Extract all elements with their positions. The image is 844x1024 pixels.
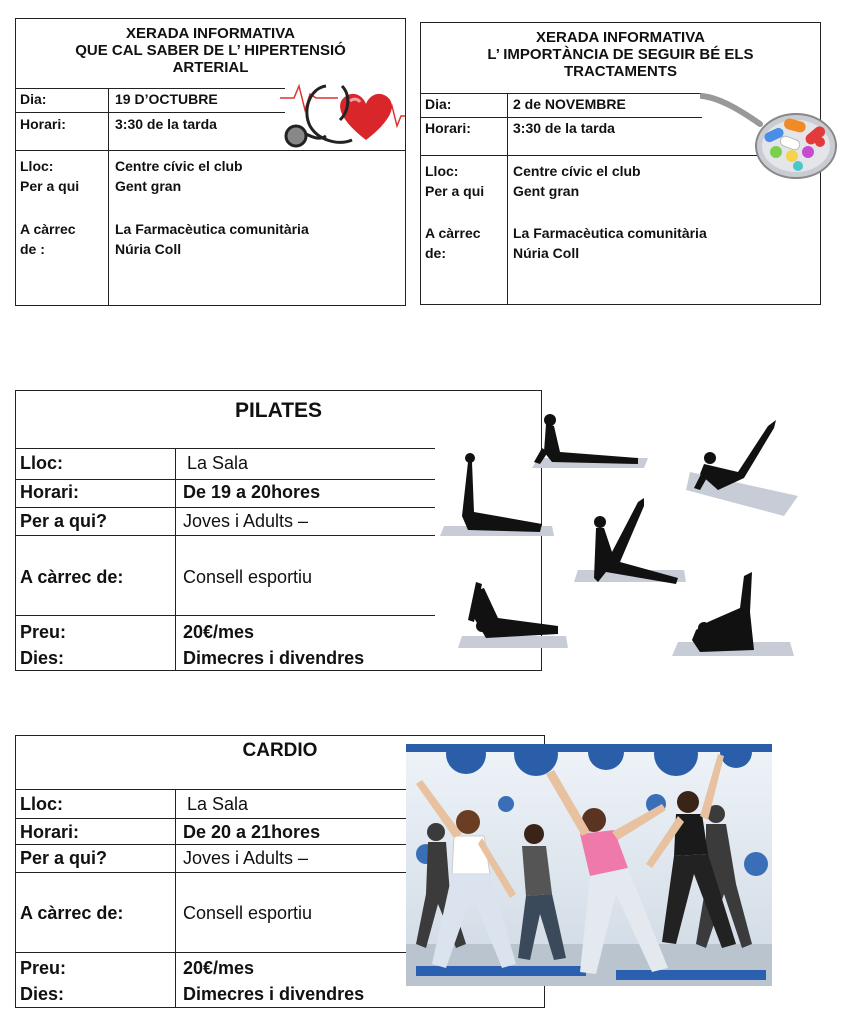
pilates-horari-value: De 19 a 20hores	[183, 482, 321, 502]
pilates-title: PILATES	[234, 399, 323, 422]
pilates-preu-label: Preu:	[20, 622, 67, 642]
cardio-lloc-label: Lloc:	[20, 794, 63, 814]
fitness-class-photo-icon	[406, 744, 772, 986]
heart-stethoscope-icon	[280, 76, 405, 158]
xerada2-lloc-value: Centre cívic el club Gent gran	[513, 163, 641, 199]
cardio-carrec-label: A càrrec de:	[20, 903, 124, 923]
cardio-title: CARDIO	[242, 740, 318, 761]
pilates-perqui-value: Joves i Adults –	[183, 511, 309, 531]
xerada2-title: XERADA INFORMATIVA L’ IMPORTÀNCIA DE SEGUIR BÉ ELS TRACTAMENTS	[487, 29, 754, 80]
pilates-perqui-label: Per a qui?	[20, 511, 108, 531]
pills-spoon-icon	[700, 90, 838, 182]
cardio-horari-value: De 20 a 21hores	[183, 822, 321, 842]
xerada1-lloc-value: Centre cívic el club Gent gran	[115, 158, 243, 194]
xerada2-dia-value: 2 de NOVEMBRE	[513, 96, 626, 112]
cardio-perqui-label: Per a qui?	[20, 848, 108, 868]
xerada1-carrec-label: A càrrec de :	[20, 221, 76, 257]
xerada2-dia-label: Dia:	[425, 96, 452, 112]
cardio-dies-label: Dies:	[20, 984, 65, 1004]
xerada1-title: XERADA INFORMATIVA QUE CAL SABER DE L’ HIPERTENSIÓ ARTERIAL	[75, 25, 346, 76]
cardio-perqui-value: Joves i Adults –	[183, 848, 309, 868]
pilates-poses-icon	[438, 412, 806, 666]
xerada1-lloc-label: Lloc: Per a qui	[20, 158, 80, 194]
xerada2-horari-value: 3:30 de la tarda	[513, 120, 615, 136]
pilates-carrec-value: Consell esportiu	[183, 567, 313, 587]
cardio-preu-label: Preu:	[20, 958, 67, 978]
xerada1-dia-label: Dia:	[20, 91, 47, 107]
xerada1-horari-value: 3:30 de la tarda	[115, 116, 217, 132]
cardio-preu-value: 20€/mes	[183, 958, 255, 978]
pilates-horari-label: Horari:	[20, 482, 80, 502]
xerada1-dia-value: 19 D’OCTUBRE	[115, 91, 218, 107]
cardio-horari-label: Horari:	[20, 822, 80, 842]
pilates-preu-value: 20€/mes	[183, 622, 255, 642]
cardio-carrec-value: Consell esportiu	[183, 903, 313, 923]
pilates-lloc-value: La Sala	[187, 453, 249, 473]
xerada2-carrec-value: La Farmacèutica comunitària Núria Coll	[513, 225, 707, 261]
pilates-lloc-label: Lloc:	[20, 453, 63, 473]
xerada2-carrec-label: A càrrec de:	[425, 225, 481, 261]
xerada2-lloc-label: Lloc: Per a qui	[425, 163, 485, 199]
pilates-dies-label: Dies:	[20, 648, 65, 668]
cardio-lloc-value: La Sala	[187, 794, 249, 814]
pilates-carrec-label: A càrrec de:	[20, 567, 124, 587]
pilates-dies-value: Dimecres i divendres	[183, 648, 365, 668]
xerada2-horari-label: Horari:	[425, 120, 471, 136]
cardio-dies-value: Dimecres i divendres	[183, 984, 365, 1004]
xerada1-horari-label: Horari:	[20, 116, 66, 132]
xerada1-carrec-value: La Farmacèutica comunitària Núria Coll	[115, 221, 309, 257]
